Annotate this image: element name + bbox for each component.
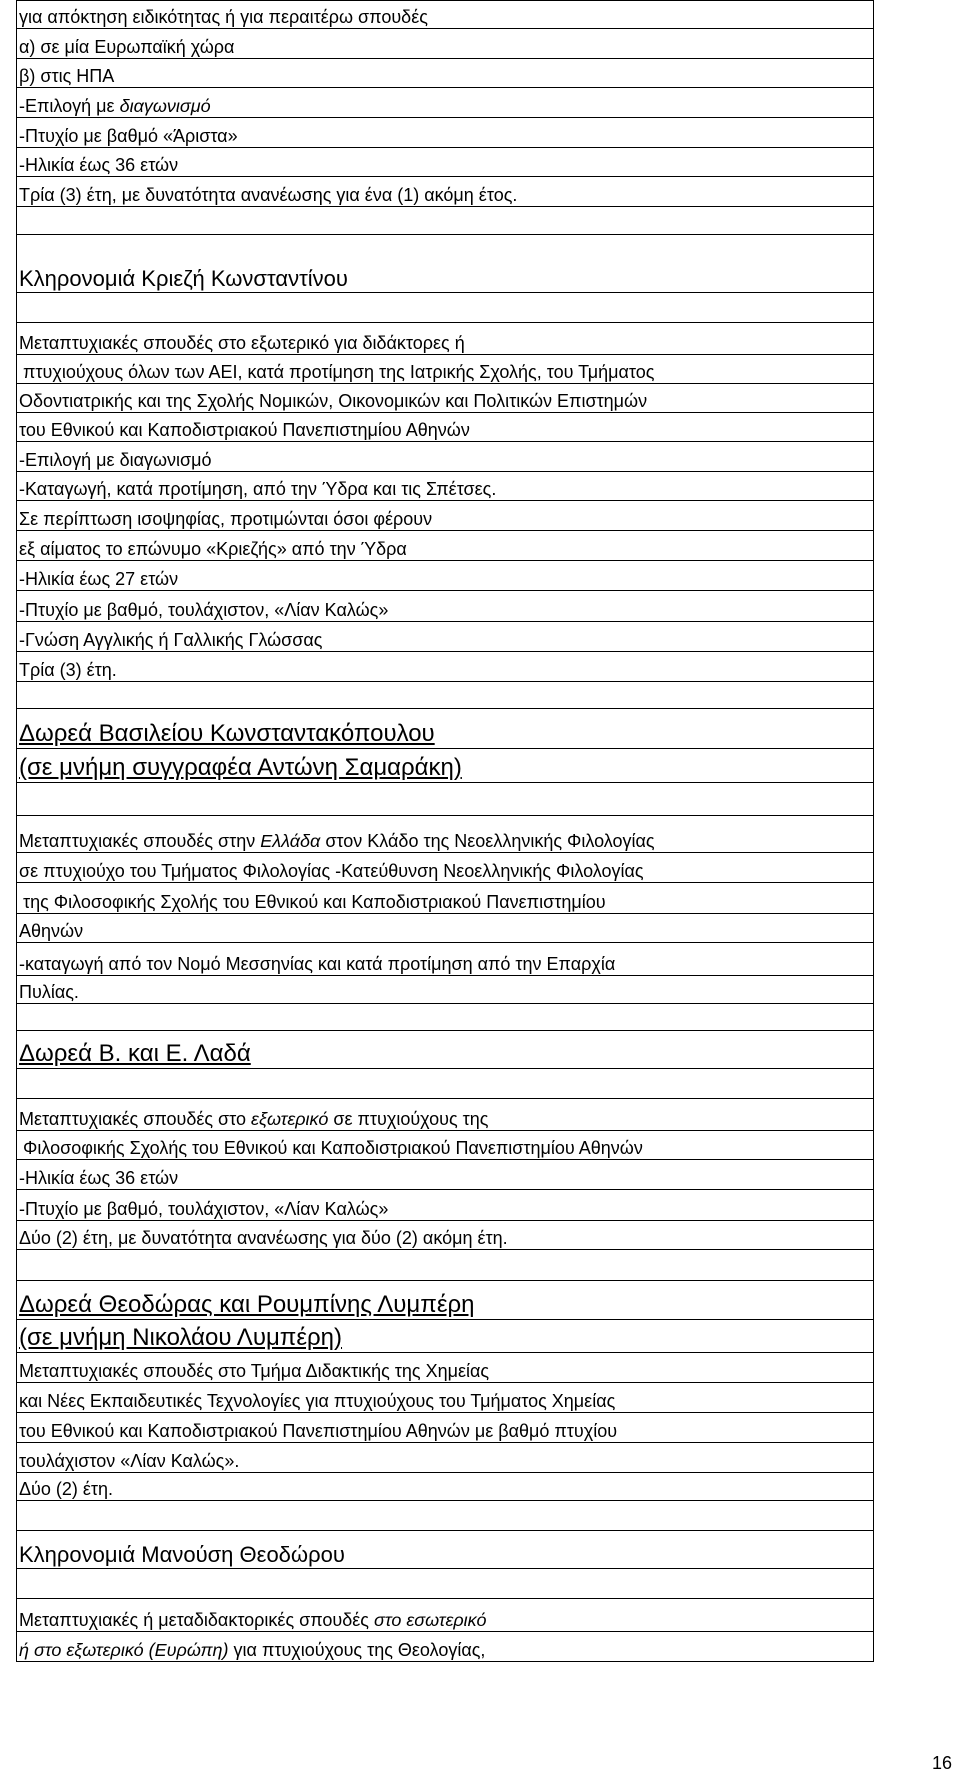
document-table	[16, 0, 874, 1662]
empty-row	[17, 1069, 873, 1099]
row-text: Δύο (2) έτη.	[19, 1479, 114, 1499]
table-row	[17, 816, 873, 853]
table-row	[17, 384, 873, 413]
row-text: της Φιλοσοφικής Σχολής του Εθνικού και Καποδιστριακού Πανεπιστημίου	[23, 892, 606, 912]
table-row	[17, 1413, 873, 1443]
table-row	[17, 355, 873, 384]
table-row	[17, 59, 873, 88]
italic-text: Ελλάδα	[260, 831, 321, 851]
row-text: Πυλίας.	[19, 982, 79, 1002]
row-text: -καταγωγή από τον Νομό Μεσσηνίας και κατά προτίμηση από την Επαρχία	[19, 954, 616, 974]
row-text: Δύο (2) έτη, με δυνατότητα ανανέωσης για δύο (2) ακόμη έτη.	[19, 1228, 508, 1248]
table-row	[17, 1, 873, 29]
italic-text: διαγωνισμό	[119, 96, 211, 116]
row-text: Μεταπτυχιακές σπουδές στο εξωτερικό σε πτυχιούχους της	[19, 1109, 489, 1129]
italic-text: ή στο εξωτερικό (Ευρώπη)	[19, 1640, 229, 1660]
table-row	[17, 914, 873, 943]
table-row	[17, 853, 873, 883]
table-row	[17, 652, 873, 682]
empty-row	[17, 207, 873, 235]
table-row	[17, 1320, 873, 1353]
table-row	[17, 1531, 873, 1569]
section-heading: (σε μνήμη Νικολάου Λυμπέρη)	[19, 1324, 343, 1351]
row-text: του Εθνικού και Καποδιστριακού Πανεπιστημίου Αθηνών με βαθμό πτυχίου	[19, 1421, 618, 1441]
table-row	[17, 1031, 873, 1069]
table-row	[17, 442, 873, 472]
table-row	[17, 88, 873, 118]
row-text: -Γνώση Αγγλικής ή Γαλλικής Γλώσσας	[19, 630, 323, 650]
section-heading: Δωρεά Β. και Ε. Λαδά	[19, 1040, 251, 1067]
table-row	[17, 1160, 873, 1190]
empty-row	[17, 682, 873, 709]
table-row	[17, 1221, 873, 1250]
table-row	[17, 1473, 873, 1501]
table-row	[17, 883, 873, 914]
row-text: α) σε μία Ευρωπαϊκή χώρα	[19, 37, 235, 57]
row-text: Τρία (3) έτη, με δυνατότητα ανανέωσης για ένα (1) ακόμη έτος.	[19, 185, 518, 205]
empty-row	[17, 293, 873, 323]
empty-row	[17, 783, 873, 816]
row-text: -Πτυχίο με βαθμό «Άριστα»	[19, 126, 238, 146]
row-text: -Καταγωγή, κατά προτίμηση, από την Ύδρα και τις Σπέτσες.	[19, 479, 497, 499]
row-text: τουλάχιστον «Λίαν Καλώς».	[19, 1451, 240, 1471]
row-text: -Ηλικία έως 27 ετών	[19, 569, 179, 589]
table-row	[17, 1190, 873, 1221]
row-text: Μεταπτυχιακές σπουδές στο εξωτερικό για διδάκτορες ή	[19, 333, 465, 353]
row-text: Μεταπτυχιακές σπουδές στο Τμήμα Διδακτικής της Χημείας	[19, 1361, 490, 1381]
row-text: Φιλοσοφικής Σχολής του Εθνικού και Καποδιστριακού Πανεπιστημίου Αθηνών	[23, 1138, 643, 1158]
empty-row	[17, 1250, 873, 1281]
table-row	[17, 1383, 873, 1413]
row-text: ή στο εξωτερικό (Ευρώπη) για πτυχιούχους της Θεολογίας,	[19, 1640, 486, 1660]
table-row	[17, 1632, 873, 1662]
table-row	[17, 1443, 873, 1473]
italic-text: εξωτερικό	[251, 1109, 329, 1129]
row-text: -Ηλικία έως 36 ετών	[19, 155, 179, 175]
table-row	[17, 709, 873, 749]
table-row	[17, 148, 873, 177]
italic-text: στο εσωτερικό	[373, 1610, 487, 1630]
table-row	[17, 1353, 873, 1383]
section-heading: Κληρονομιά Κριεζή Κωνσταντίνου	[19, 266, 348, 291]
row-text: -Επιλογή με διαγωνισμό	[19, 450, 212, 470]
row-text: Μεταπτυχιακές ή μεταδιδακτορικές σπουδές στο εσωτερικό	[19, 1610, 487, 1630]
table-row	[17, 561, 873, 591]
table-row	[17, 976, 873, 1004]
empty-row	[17, 1569, 873, 1599]
table-row	[17, 1599, 873, 1632]
row-text: Αθηνών	[19, 921, 84, 941]
empty-row	[17, 1501, 873, 1531]
table-row	[17, 472, 873, 501]
section-heading: Δωρεά Θεοδώρας και Ρουμπίνης Λυμπέρη	[19, 1291, 475, 1318]
row-text: Σε περίπτωση ισοψηφίας, προτιμώνται όσοι φέρουν	[19, 509, 433, 529]
section-heading: Δωρεά Βασιλείου Κωνσταντακόπουλου	[19, 720, 435, 747]
empty-row	[17, 1004, 873, 1031]
row-text: -Πτυχίο με βαθμό, τουλάχιστον, «Λίαν Καλώς»	[19, 600, 389, 620]
table-row	[17, 622, 873, 652]
row-text: β) στις ΗΠΑ	[19, 66, 115, 86]
table-row	[17, 531, 873, 561]
row-text: πτυχιούχους όλων των ΑΕΙ, κατά προτίμηση της Ιατρικής Σχολής, του Τμήματος	[23, 362, 655, 382]
section-heading: (σε μνήμη συγγραφέα Αντώνη Σαμαράκη)	[19, 754, 462, 781]
table-row	[17, 1281, 873, 1320]
row-text: για απόκτηση ειδικότητας ή για περαιτέρω σπουδές	[19, 7, 428, 27]
row-text: εξ αίματος το επώνυμο «Κριεζής» από την Ύδρα	[19, 539, 407, 559]
section-heading: Κληρονομιά Μανούση Θεοδώρου	[19, 1542, 345, 1567]
row-text: Τρία (3) έτη.	[19, 660, 117, 680]
table-row	[17, 413, 873, 442]
row-text: -Πτυχίο με βαθμό, τουλάχιστον, «Λίαν Καλώς»	[19, 1199, 389, 1219]
table-row	[17, 323, 873, 355]
table-row	[17, 177, 873, 207]
row-text: -Επιλογή με διαγωνισμό	[19, 96, 211, 116]
table-row	[17, 29, 873, 59]
table-row	[17, 118, 873, 148]
table-row	[17, 235, 873, 293]
table-row	[17, 591, 873, 622]
page-number: 16	[932, 1753, 953, 1773]
table-row	[17, 501, 873, 531]
row-text: του Εθνικού και Καποδιστριακού Πανεπιστημίου Αθηνών	[19, 420, 470, 440]
row-text: Μεταπτυχιακές σπουδές στην Ελλάδα στον Κλάδο της Νεοελληνικής Φιλολογίας	[19, 831, 655, 851]
table-row	[17, 749, 873, 783]
row-text: Οδοντιατρικής και της Σχολής Νομικών, Οικονομικών και Πολιτικών Επιστημών	[19, 391, 648, 411]
table-row	[17, 1099, 873, 1131]
row-text: σε πτυχιούχο του Τμήματος Φιλολογίας -Κατεύθυνση Νεοελληνικής Φιλολογίας	[19, 861, 644, 881]
row-text: -Ηλικία έως 36 ετών	[19, 1168, 179, 1188]
row-text: και Νέες Εκπαιδευτικές Τεχνολογίες για πτυχιούχους του Τμήματος Χημείας	[19, 1391, 616, 1411]
table-row	[17, 943, 873, 976]
table-row	[17, 1131, 873, 1160]
